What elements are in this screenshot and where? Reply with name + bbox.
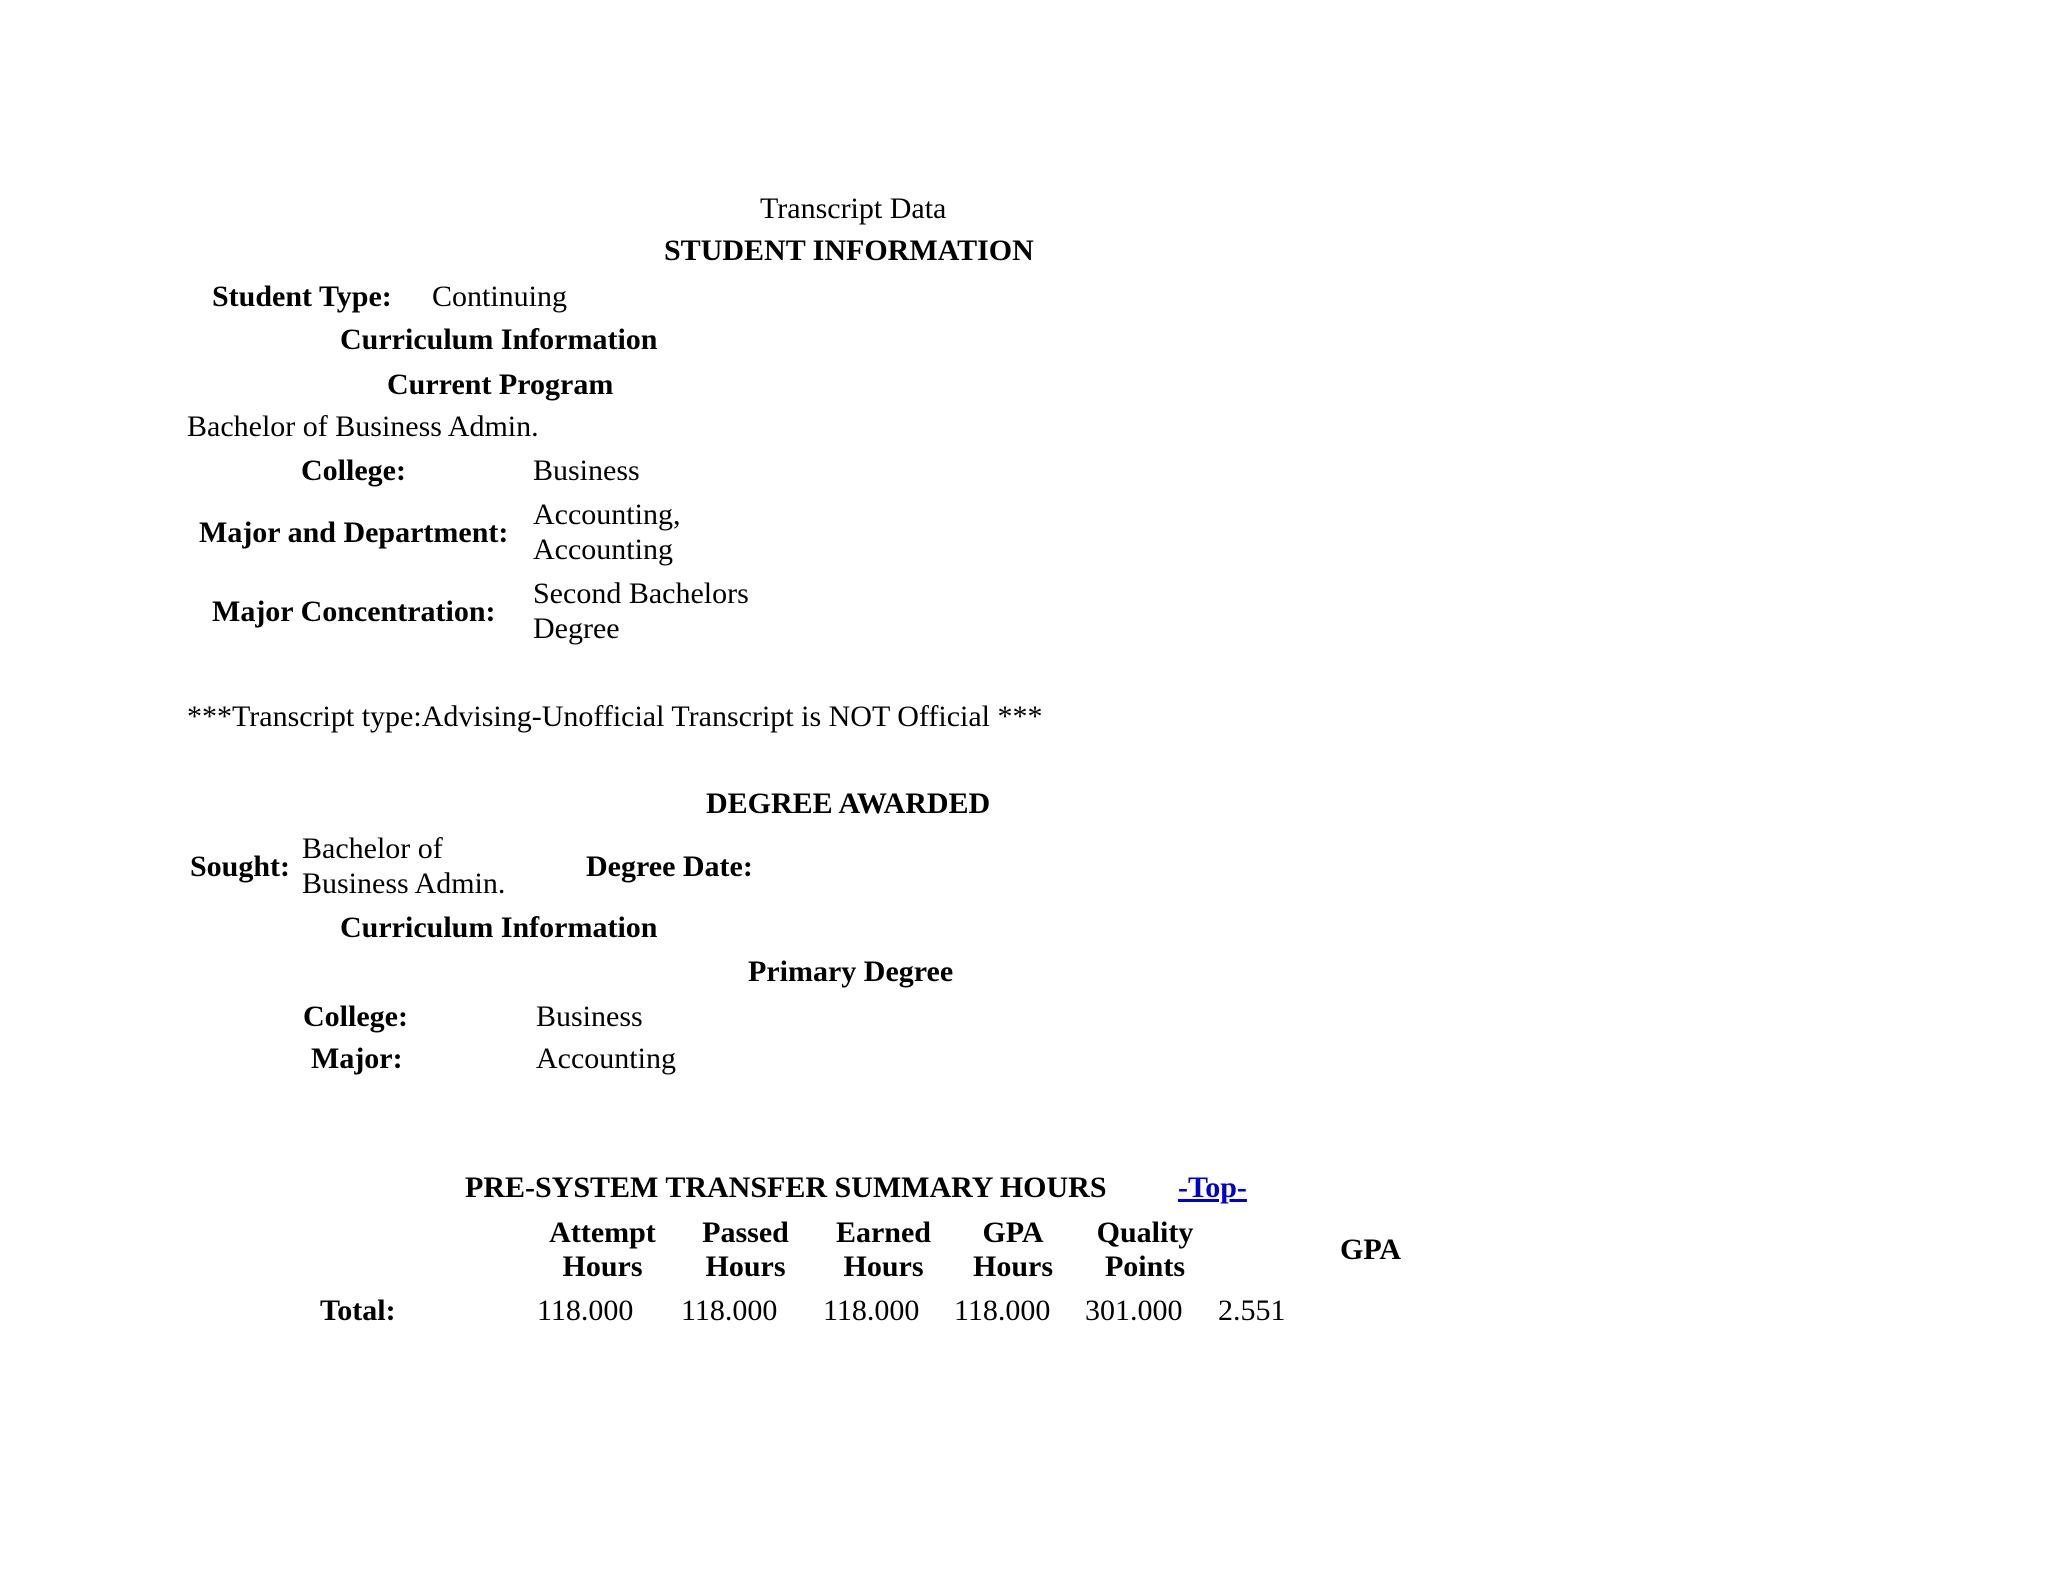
student-information-heading: STUDENT INFORMATION (664, 234, 1034, 267)
student-type-value: Continuing (432, 280, 568, 313)
curriculum-information-heading: Curriculum Information (340, 323, 658, 356)
major-concentration-value-line2: Degree (533, 612, 620, 645)
sought-label: Sought: (190, 850, 291, 883)
column-header-line1: Quality (1096, 1216, 1194, 1249)
program-name: Bachelor of Business Admin. (187, 410, 539, 443)
major-concentration-label: Major Concentration: (212, 595, 496, 628)
column-header-line2: Hours (972, 1250, 1053, 1283)
column-header-quality-points (1085, 1216, 1205, 1284)
degree-major-value: Accounting (536, 1042, 676, 1075)
degree-major-label: Major: (311, 1042, 403, 1075)
total-passed-hours: 118.000 (681, 1294, 778, 1327)
major-concentration-value-line1: Second Bachelors (533, 577, 749, 610)
total-gpa: 2.551 (1218, 1294, 1286, 1327)
total-earned-hours: 118.000 (823, 1294, 920, 1327)
column-header-line1: Passed (702, 1216, 789, 1249)
primary-degree-heading: Primary Degree (748, 955, 954, 988)
column-header-line2: Hours (562, 1250, 643, 1283)
degree-college-label: College: (303, 1000, 408, 1033)
major-department-value-line2: Accounting (533, 533, 673, 566)
sought-value-line1: Bachelor of (302, 832, 443, 865)
top-link[interactable]: -Top- (1178, 1171, 1247, 1204)
column-header-line2: Hours (705, 1250, 786, 1283)
column-header-line1: Attempt (549, 1216, 656, 1249)
degree-date-label: Degree Date: (586, 850, 753, 883)
degree-college-value: Business (536, 1000, 643, 1033)
page-title: Transcript Data (760, 192, 947, 225)
college-value: Business (533, 454, 640, 487)
column-header-gpa-hours (958, 1216, 1068, 1284)
column-header-line1: GPA (982, 1216, 1044, 1249)
total-gpa-hours: 118.000 (954, 1294, 1051, 1327)
major-department-label: Major and Department: (199, 516, 509, 549)
total-label: Total: (320, 1294, 396, 1327)
major-department-value-line1: Accounting, (533, 498, 681, 531)
column-header-passed-hours (688, 1216, 803, 1284)
column-header-gpa: GPA (1340, 1233, 1402, 1266)
total-attempt-hours: 118.000 (537, 1294, 634, 1327)
transfer-summary-heading: PRE-SYSTEM TRANSFER SUMMARY HOURS (465, 1171, 1107, 1204)
column-header-line2: Points (1104, 1250, 1185, 1283)
degree-awarded-heading: DEGREE AWARDED (706, 787, 991, 820)
student-type-label: Student Type: (212, 280, 392, 313)
column-header-line2: Hours (843, 1250, 924, 1283)
column-header-line1: Earned (835, 1216, 931, 1249)
total-quality-points: 301.000 (1085, 1294, 1183, 1327)
current-program-heading: Current Program (387, 368, 614, 401)
degree-curriculum-information-heading: Curriculum Information (340, 911, 658, 944)
transcript-type-notice: ***Transcript type:Advising-Unofficial Transcript is NOT Official *** (187, 700, 1043, 733)
college-label: College: (301, 454, 406, 487)
sought-value-line2: Business Admin. (302, 867, 506, 900)
column-header-earned-hours (826, 1216, 941, 1284)
column-header-attempt-hours (540, 1216, 665, 1284)
